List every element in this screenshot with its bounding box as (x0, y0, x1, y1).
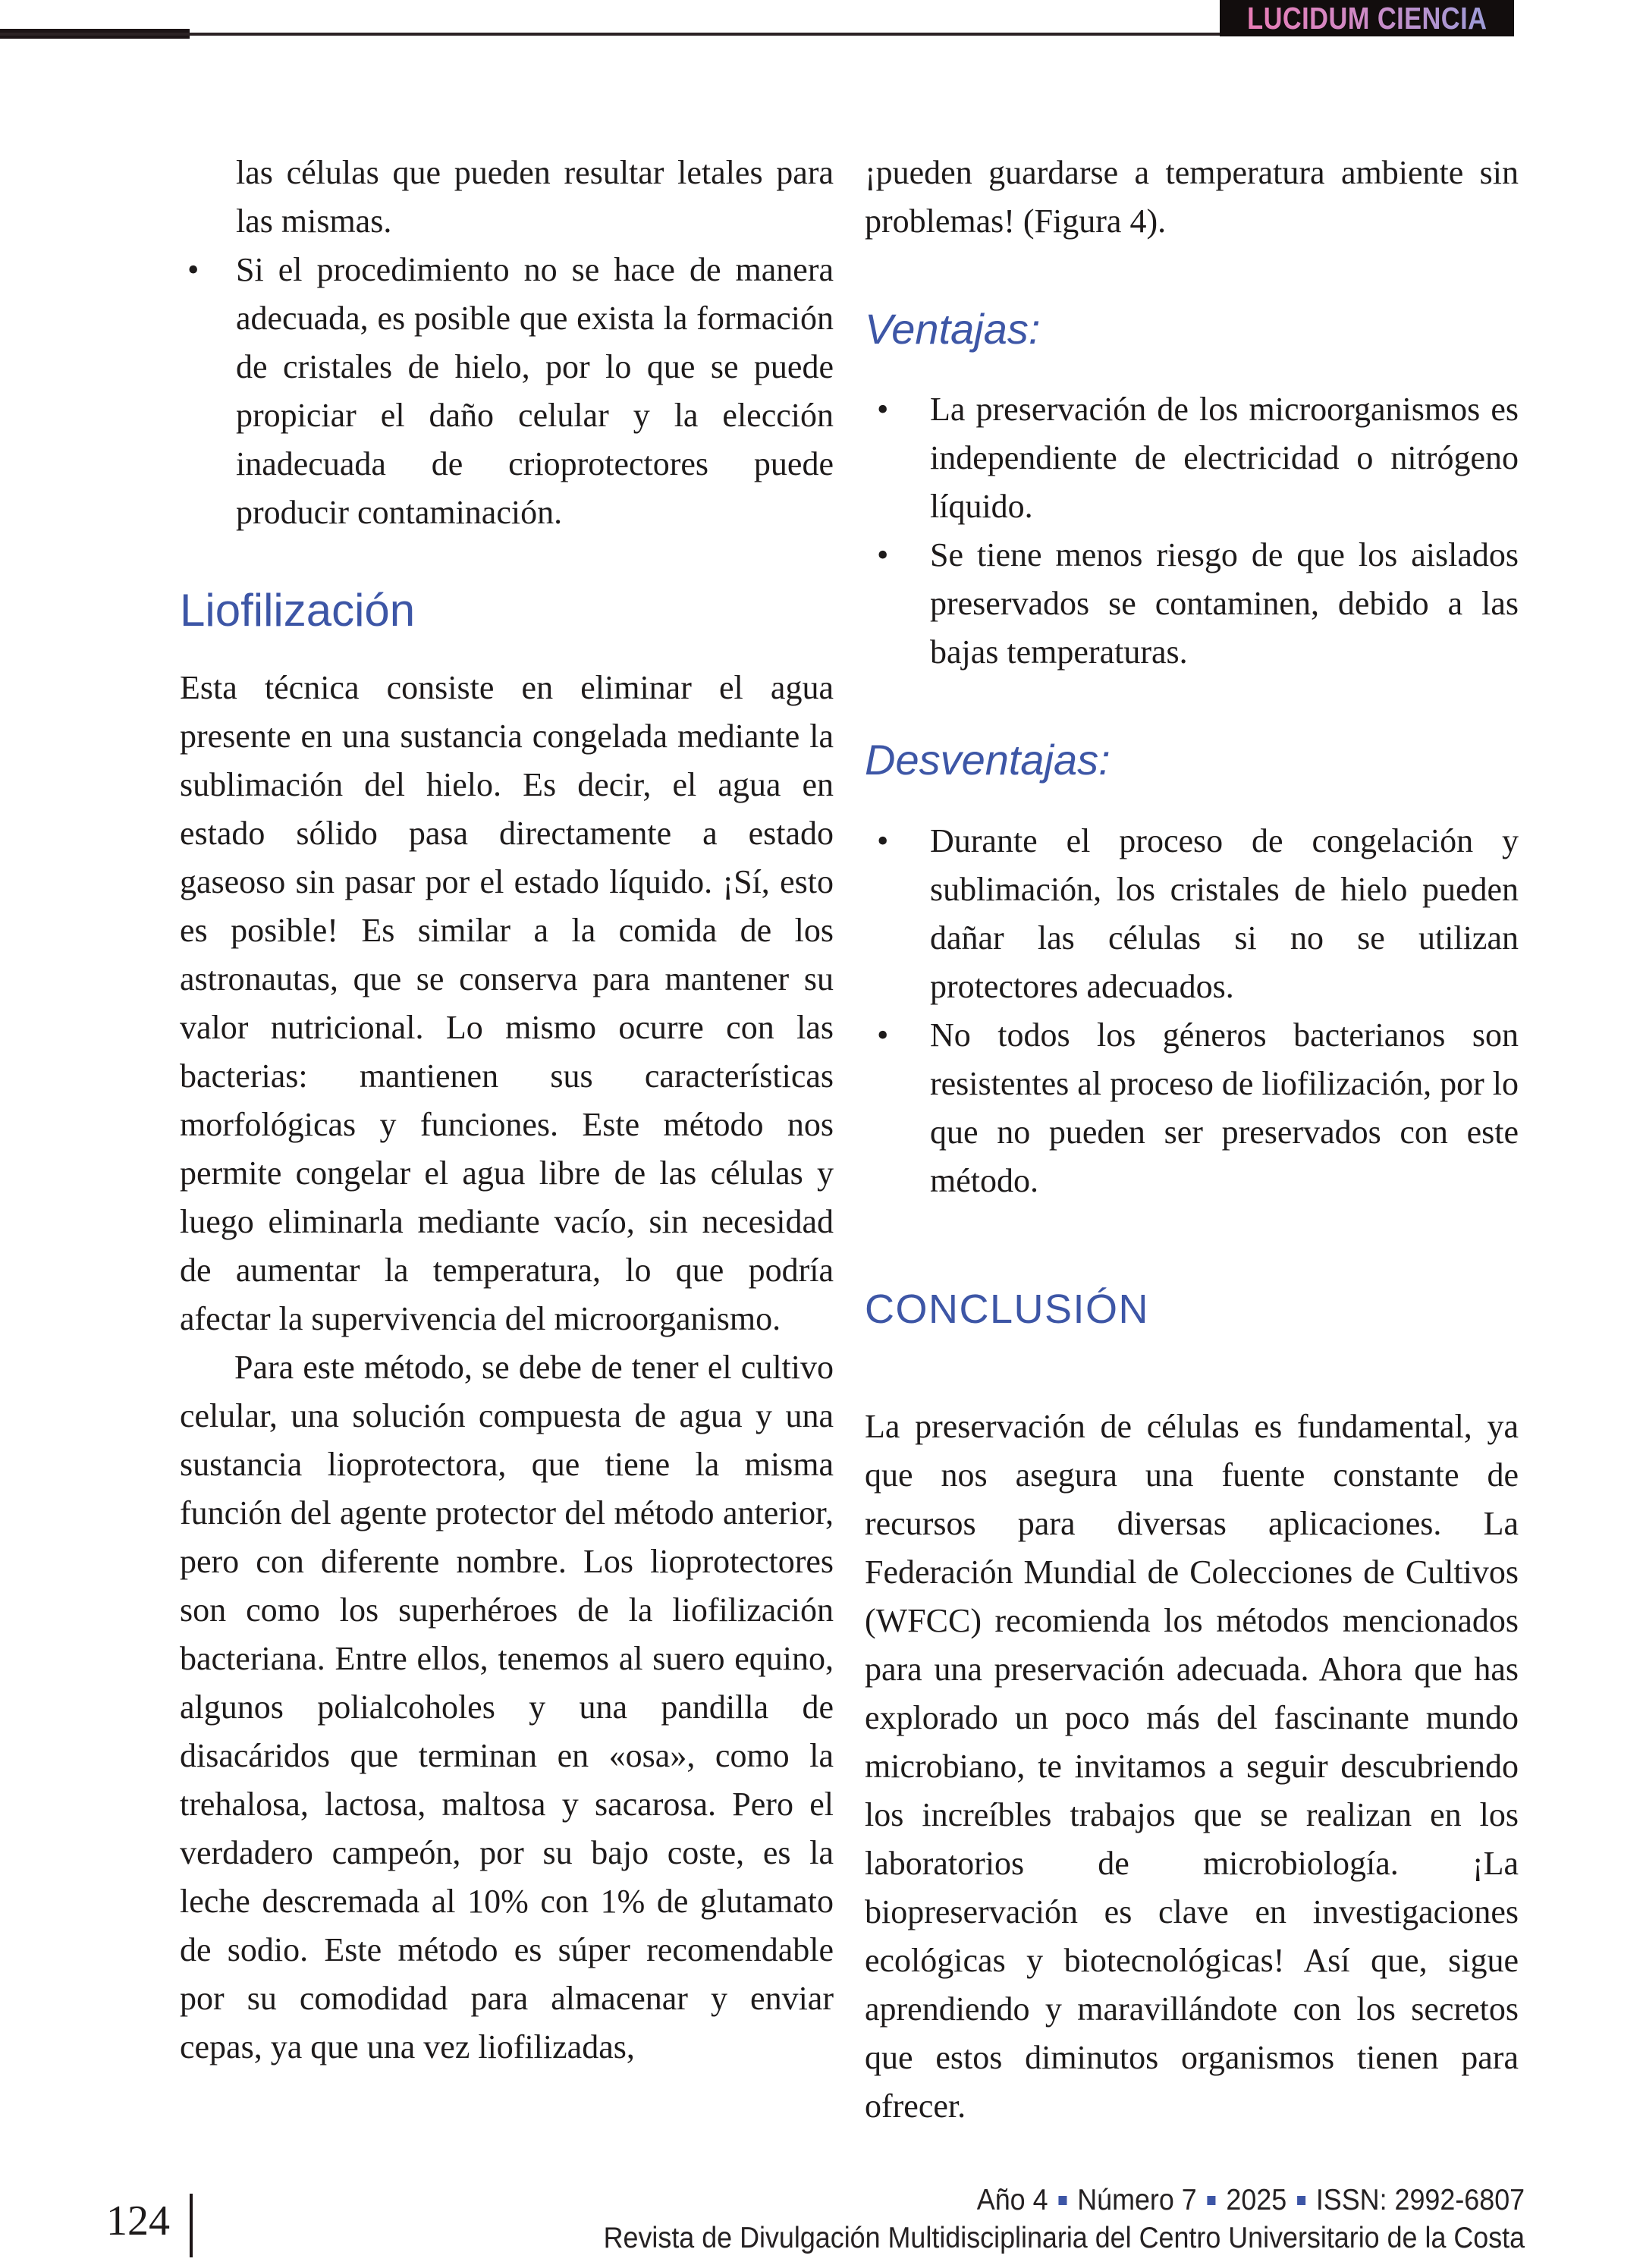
footer-meta (603, 2182, 1525, 2257)
paragraph-conclusion: La preservación de células es fundamental, ya que nos asegura una fuente constante de recursos para diversas aplicaciones. La Federación Mundial de Colecciones de Cultivos (WFCC) recomienda los métodos mencionados para una preservación adecuada. Ahora que has explorado un poco más del fascinante mundo microbiano, te invitamos a seguir descubriendo los increíbles trabajos que se realizan en los laboratorios de microbiología. ¡La biopreservación es clave en investigaciones ecológicas y biotecnológicas! Así que, sigue aprendiendo y maravillándote con los secretos que estos diminutos organismos tienen para ofrecer. (865, 1407, 1519, 2125)
left-column (180, 149, 834, 2072)
separator-square-icon (1058, 2196, 1067, 2205)
footer-year-label: Año 4 (976, 2184, 1048, 2216)
bullet-continuation-text: las células que pueden resultar letales para las mismas. (236, 154, 834, 240)
bullet-icon: • (877, 536, 889, 574)
footer-number-label: Número 7 (1077, 2184, 1197, 2216)
page-number-divider (190, 2194, 193, 2257)
journal-badge (1220, 0, 1514, 36)
bullet-icon: • (877, 821, 889, 859)
list-item (865, 1011, 1519, 1205)
list-item-text: La preservación de los microorganismos es independiente de electricidad o nitrógeno líquido. (930, 391, 1519, 526)
list-item (865, 531, 1519, 677)
journal-badge-text: LUCIDUM CIENCIA (1246, 1, 1487, 36)
bullet-icon: • (877, 391, 889, 429)
list-item-text: Durante el proceso de congelación y sublimación, los cristales de hielo pueden dañar las células si no se utilizan protectores adecuados. (930, 821, 1519, 1005)
list-item-text: Si el procedimiento no se hace de manera adecuada, es posible que exista la formación de cristales de hielo, por lo que se puede propiciar el daño celular y la elección inadecuada de crioprotectores puede producir contaminación. (236, 251, 834, 531)
paragraph-continuation: ¡pueden guardarse a temperatura ambiente sin problemas! (Figura 4). (865, 154, 1519, 240)
bullet-icon: • (187, 251, 199, 288)
footer-issn-label: ISSN: 2992-6807 (1315, 2184, 1525, 2216)
section-heading-desventajas: Desventajas: (865, 736, 1111, 784)
list-item-text: Se tiene menos riesgo de que los aislados preservados se contaminen, debido a las bajas temperaturas. (930, 536, 1519, 671)
bullet-icon: • (877, 1016, 889, 1054)
list-item (180, 246, 834, 537)
list-item (865, 817, 1519, 1011)
footer-date-label: 2025 (1226, 2184, 1287, 2216)
paragraph-liofilizacion-2: Para este método, se debe de tener el cultivo celular, una solución compuesta de agua y una sustancia lioprotectora, que tiene la misma función del agente protector del método anterior, pero con diferente nombre. Los lioprotectores son como los superhéroes de la liofilización bacteriana. Entre ellos, tenemos al suero equino, algunos polialcoholes y una pandilla de disacáridos que terminan en «osa», como la trehalosa, lactosa, maltosa y sacarosa. Pero el verdadero campeón, por su bajo coste, es la leche descremada al 10% con 1% de glutamato de sodio. Este método es súper recomendable por su comodidad para almacenar y enviar cepas, ya que una vez liofilizadas, (180, 1349, 834, 2065)
right-column (865, 149, 1519, 2131)
section-heading-conclusion: CONCLUSIÓN (865, 1286, 1150, 1332)
separator-square-icon (1297, 2196, 1305, 2205)
section-heading-ventajas: Ventajas: (865, 305, 1041, 353)
footer-issue-line (603, 2182, 1525, 2219)
list-item (865, 385, 1519, 531)
footer-journal-name: Revista de Divulgación Multidisciplinaria del Centro Universitario de la Costa (603, 2222, 1525, 2254)
paragraph-liofilizacion-1: Esta técnica consiste en eliminar el agua presente en una sustancia congelada mediante la sublimación del hielo. Es decir, el agua en estado sólido pasa directamente a estado gaseoso sin pasar por el estado líquido. ¡Sí, esto es posible! Es similar a la comida de los astronautas, que se conserva para mantener su valor nutricional. Lo mismo ocurre con las bacterias: mantienen sus características morfológicas y funciones. Este método nos permite congelar el agua libre de las células y luego eliminarla mediante vacío, sin necesidad de aumentar la temperatura, lo que podría afectar la supervivencia del microorganismo. (180, 669, 834, 1337)
section-heading-liofilizacion: Liofilización (180, 585, 416, 636)
page-number: 124 (106, 2197, 170, 2244)
separator-square-icon (1207, 2196, 1215, 2205)
list-item-text: No todos los géneros bacterianos son resistentes al proceso de liofilización, por lo que no pueden ser preservados con este método. (930, 1016, 1519, 1199)
